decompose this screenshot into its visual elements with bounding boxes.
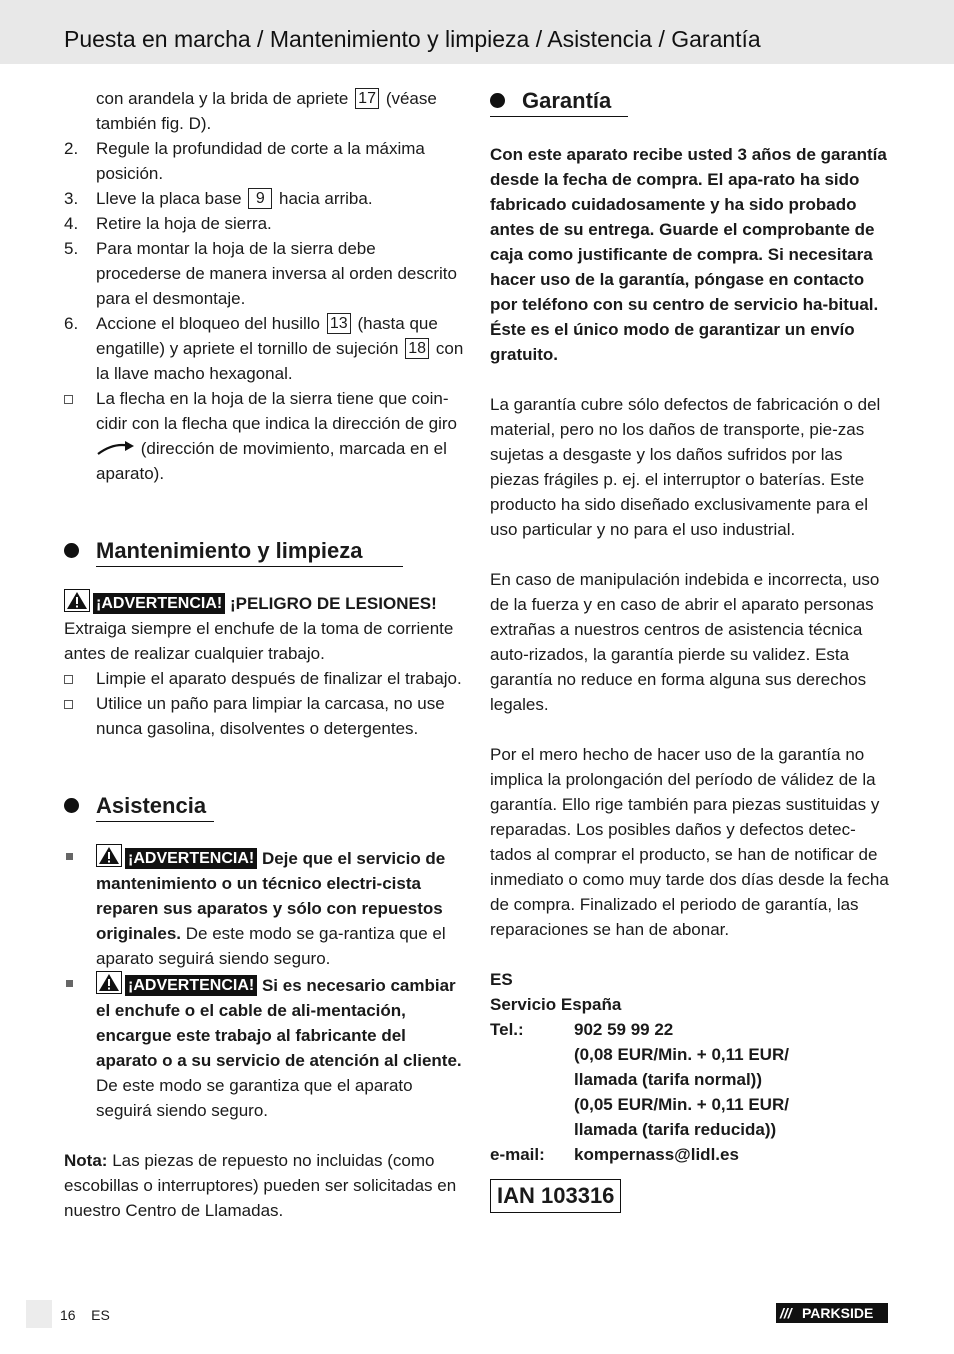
step-text: con la llave macho hexagonal.: [96, 339, 464, 383]
heading-text: Mantenimiento y limpieza: [96, 538, 363, 563]
service-name: Servicio España: [490, 995, 622, 1014]
phone-rate: llamada (tarifa normal)): [574, 1070, 762, 1089]
heading-text: Asistencia: [96, 793, 207, 818]
checkbox-bullet-icon: [64, 675, 73, 684]
list-item: [64, 666, 464, 691]
intro-line1: con arandela y la brida de apriete: [96, 89, 349, 108]
step-number: 6.: [64, 314, 79, 333]
warning-label: ¡ADVERTENCIA!: [125, 975, 257, 996]
phone-rate: (0,08 EUR/Min. + 0,11 EUR/: [574, 1045, 789, 1064]
phone-rate: (0,05 EUR/Min. + 0,11 EUR/: [574, 1095, 789, 1114]
part-ref: 13: [327, 313, 351, 334]
phone-label: Tel.:: [490, 1020, 524, 1039]
section-heading-warranty: [490, 86, 892, 117]
email-label: e-mail:: [490, 1145, 545, 1164]
part-ref: 18: [405, 338, 429, 359]
part-ref: 9: [248, 188, 272, 209]
intro-text: [64, 86, 464, 136]
warning-text: Si es necesario cambiar el enchufe o el cable de ali-mentación, encargue este trabajo al fabricante del aparato o a su servicio de atención al cliente.: [96, 976, 462, 1070]
warning-triangle-icon: [96, 971, 122, 994]
heading-underline: [490, 116, 628, 117]
heading-underline: [96, 821, 214, 822]
warning-body: Extraiga siempre el enchufe de la toma de corriente antes de realizar cualquier trabajo.: [64, 619, 454, 663]
heading-underline: [96, 566, 403, 567]
warning-label: ¡ADVERTENCIA!: [93, 593, 225, 614]
warning-title: ¡PELIGRO DE LESIONES!: [229, 594, 437, 613]
warning-body: De este modo se garantiza que el aparato seguirá siendo seguro.: [96, 1076, 413, 1120]
service-contact: [490, 967, 892, 1167]
step-text: Para montar la hoja de la sierra debe procederse de manera inversa al orden descrito para el desmontaje.: [96, 239, 457, 308]
step-number: 4.: [64, 214, 79, 233]
square-bullet-icon: [66, 980, 73, 987]
step-text: (hasta que engatille) y apriete el tornillo de sujeción: [96, 314, 438, 358]
step-number: 5.: [64, 239, 79, 258]
list-item-text: Limpie el aparato después de finalizar el trabajo.: [96, 669, 462, 688]
arrow-note-text: (dirección de movimiento, marcada en el aparato).: [96, 439, 447, 483]
phone-rate: llamada (tarifa reducida)): [574, 1120, 777, 1139]
page-title: Puesta en marcha / Mantenimiento y limpieza / Asistencia / Garantía: [64, 26, 761, 52]
note-text: Las piezas de repuesto no incluidas (como escobillas o interruptores) pueden ser solicitadas en nuestro Centro de Llamadas.: [64, 1151, 457, 1220]
intro-line1-b: (véase: [385, 89, 437, 108]
step-text: Regule la profundidad de corte a la máxima posición.: [96, 139, 425, 183]
step-text: Accione el bloqueo del husillo: [96, 314, 320, 333]
warning-triangle-icon: [96, 844, 122, 867]
part-ref: 17: [355, 88, 379, 109]
list-item: [64, 386, 464, 486]
warning-body: De este modo se ga-rantiza que el aparato seguirá siendo seguro.: [96, 924, 446, 968]
list-item: [64, 971, 464, 1123]
ian-number: IAN 103316: [490, 1179, 621, 1213]
step-item: [64, 136, 464, 186]
step-number: 2.: [64, 139, 79, 158]
logo-stripes-icon: ///: [780, 1305, 792, 1321]
checkbox-bullet-icon: [64, 395, 73, 404]
email-row: [490, 1142, 892, 1167]
left-column: [64, 86, 464, 1223]
warning-triangle-icon: [64, 589, 90, 612]
footer-page-info: [60, 1303, 110, 1328]
checkbox-bullet-icon: [64, 700, 73, 709]
step-item: [64, 236, 464, 311]
warranty-paragraph: La garantía cubre sólo defectos de fabricación o del material, pero no los daños de transporte, pie-zas sujetas a desgaste y los daños sufridos por las piezas frágiles p. ej. el interruptor o baterías. Este producto ha sido diseñado exclusivamente para el uso particular y no para el uso industrial.: [490, 395, 881, 539]
list-item-text: Utilice un paño para limpiar la carcasa, no use nunca gasolina, disolventes o detergentes.: [96, 694, 445, 738]
language-code: ES: [91, 1307, 110, 1323]
step-item: [64, 211, 464, 236]
arrow-note-text: La flecha en la hoja de la sierra tiene que coin-cidir con la flecha que indica la dirección de giro: [96, 389, 457, 433]
heading-text: Garantía: [522, 88, 612, 113]
section-heading-assistance: [64, 791, 464, 822]
list-item: [64, 844, 464, 971]
warranty-paragraph: En caso de manipulación indebida e incorrecta, uso de la fuerza y en caso de abrir el aparato personas extrañas a nuestros centros de asistencia técnica auto-rizados, la garantía pierde su validez. Esta garantía no reduce en forma alguna sus derechos legales.: [490, 570, 880, 714]
step-text: hacia arriba.: [279, 189, 373, 208]
rotation-arrow-icon: [96, 440, 136, 456]
warning-block: [64, 589, 464, 616]
warranty-bold-paragraph: Con este aparato recibe usted 3 años de garantía desde la fecha de compra. El apa-rato ha sido fabricado cuidadosamente y ha sido probado antes de su entrega. Guarde el comprobante de caja como justificante de compra. Si necesitara hacer uso de la garantía, póngase en contacto por teléfono con su centro de servicio ha-bitual. Éste es el único modo de garantizar un envío gratuito.: [490, 145, 887, 364]
parkside-logo: [776, 1303, 888, 1323]
list-item: [64, 691, 464, 741]
phone-row: [490, 1017, 892, 1142]
step-item: [64, 186, 464, 211]
right-column: [490, 86, 892, 1213]
section-heading-maintenance: [64, 536, 464, 567]
country-code: ES: [490, 970, 513, 989]
warranty-paragraph: Por el mero hecho de hacer uso de la garantía no implica la prolongación del período de válidez de la garantía. Ello rige también para piezas sustituidas y reparadas. Los posibles daños y defectos detec-tados al comprar el producto, se han de notificar de inmediato o como muy tarde dos días desde la fecha de compra. Finalizado el periodo de garantía, las reparaciones se han de abonar.: [490, 745, 889, 939]
step-text: Retire la hoja de sierra.: [96, 214, 272, 233]
step-number: 3.: [64, 189, 79, 208]
note-paragraph: [64, 1148, 464, 1223]
footer-page-box: [26, 1300, 52, 1328]
phone-number: 902 59 99 22: [574, 1020, 674, 1039]
warning-label: ¡ADVERTENCIA!: [125, 848, 257, 869]
page-number: 16: [60, 1307, 76, 1323]
email-address[interactable]: kompernass@lidl.es: [574, 1145, 739, 1164]
step-text: Lleve la placa base: [96, 189, 242, 208]
brand-name: PARKSIDE: [802, 1305, 874, 1321]
step-item: [64, 311, 464, 386]
warning-text: Deje que el servicio de mantenimiento o un técnico electri-cista reparen sus aparatos y sólo con repuestos originales.: [96, 849, 446, 943]
square-bullet-icon: [66, 853, 73, 860]
intro-line2: también fig. D).: [96, 114, 212, 133]
note-label: Nota:: [64, 1151, 108, 1170]
